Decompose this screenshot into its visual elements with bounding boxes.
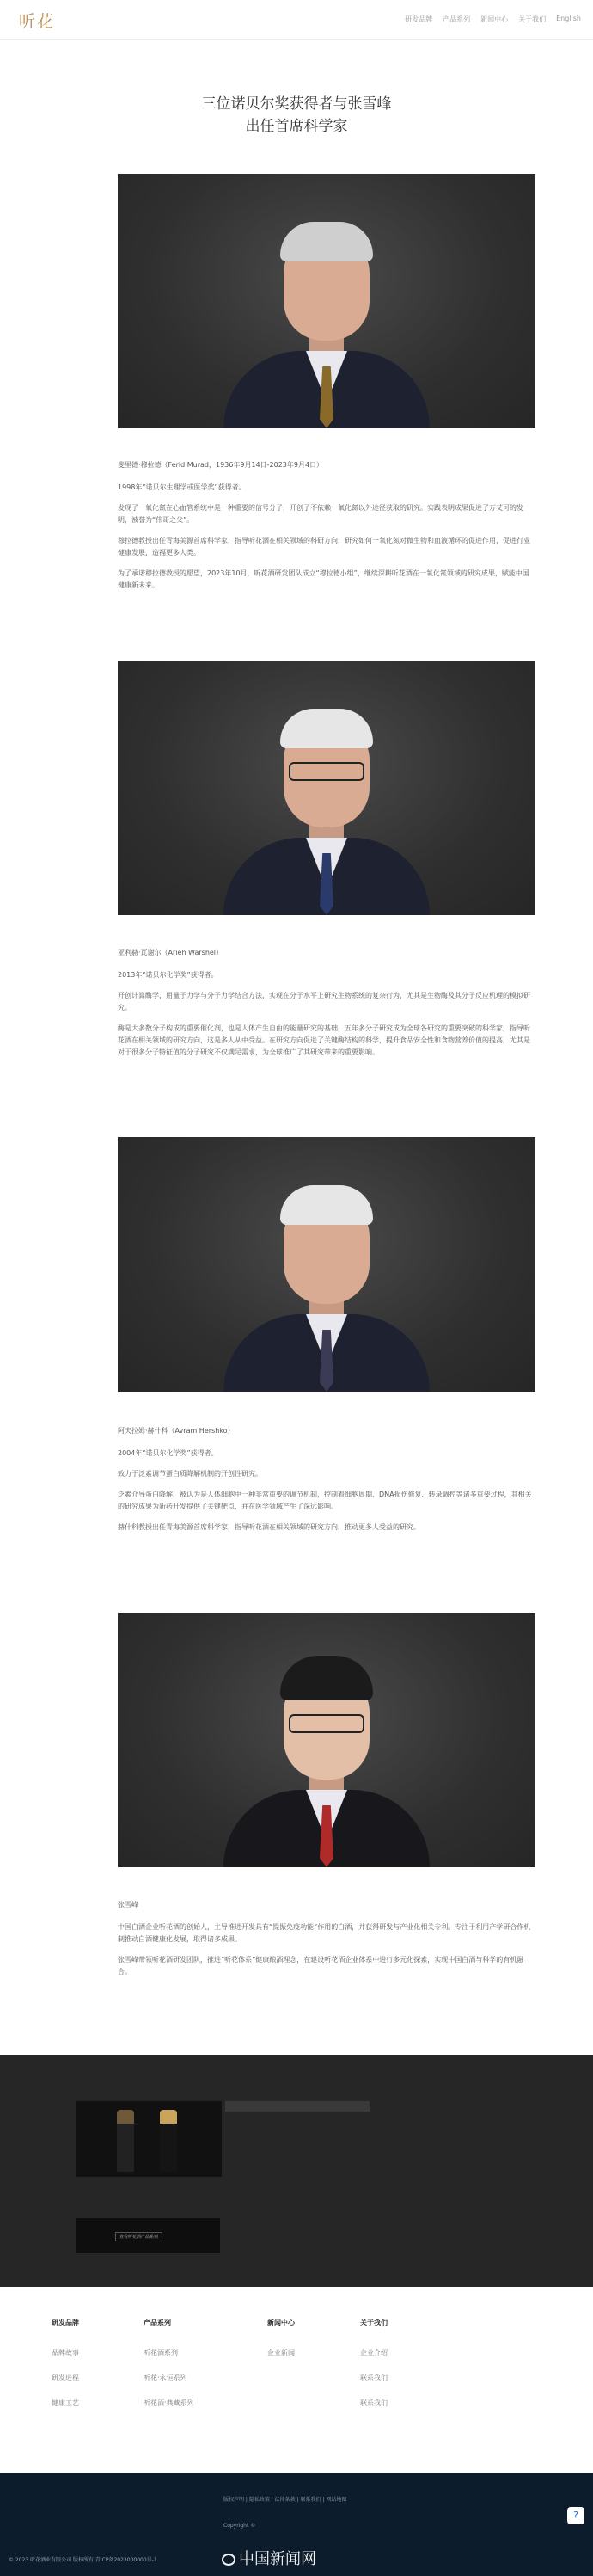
bio-ferid-murad: [118, 459, 535, 600]
bio-name: 斐里德·穆拉德（Ferid Murad，1936年9月14日-2023年9月4日）: [118, 461, 324, 469]
title-line-1: 三位诺贝尔奖获得者与张雪峰: [201, 95, 392, 113]
bio-paragraph: 中国白酒企业听花酒的创始人，主导推进开发具有“提振免疫功能”作用的白酒，并获得研发与产业化相关专利。专注于利用产学研合作机制推动白酒健康化发展，取得诸多成果。: [118, 1923, 531, 1943]
product-image-secondary[interactable]: [225, 2101, 370, 2112]
source-watermark: [222, 2547, 316, 2569]
bottle-icon: [160, 2110, 177, 2172]
title-line-2: 出任首席科学家: [245, 118, 348, 135]
portrait-figure: [223, 1635, 430, 1867]
bio-paragraph: 2004年“诺贝尔化学奖”获得者。: [118, 1449, 218, 1457]
bio-arieh-warshel: [118, 947, 535, 1067]
portrait-ferid-murad: [118, 174, 535, 428]
footer-col-products: [144, 2318, 194, 2423]
bio-paragraph: 为了承诺穆拉德教授的愿望，2023年10月，听花酒研发团队成立“穆拉德小组”，继续深耕听花酒在一氧化氮领域的研究成果，赋能中国健康新未来。: [118, 569, 529, 589]
footer-col-brand: [52, 2318, 79, 2423]
legal-links[interactable]: 版权声明 | 隐私政策 | 法律条款 | 联系我们 | 网站地图: [223, 2497, 347, 2503]
bio-paragraph: 张雪峰带领听花酒研发团队，推进“听花体系”健康酿酒理念，在建设听花酒企业体系中进行多元化探索，实现中国白酒与科学的有机融合。: [118, 1956, 524, 1976]
help-icon[interactable]: ?: [567, 2507, 584, 2524]
footer-col-about: [360, 2318, 388, 2423]
portrait-zhang-xuefeng: [118, 1613, 535, 1867]
article-title: [0, 93, 593, 138]
product-showcase: [0, 2055, 593, 2287]
footer-col-title: 研发品牌: [52, 2319, 79, 2327]
footer-link[interactable]: 研发进程: [52, 2374, 79, 2382]
portrait-figure: [223, 683, 430, 915]
bio-avram-hershko: [118, 1425, 535, 1542]
bio-name: 亚利赫·瓦谢尔（Arieh Warshel）: [118, 949, 223, 956]
bio-zhang-xuefeng: [118, 1899, 535, 1987]
icp-line: © 2023 听花酒业有限公司 版权所有 青ICP备2023000000号-1: [9, 2557, 157, 2563]
footer-col-news: [267, 2318, 295, 2373]
bio-paragraph: 发现了一氧化氮在心血管系统中是一种重要的信号分子，开创了不依赖一氧化氮以外途径获取的研究。实践表明成果促进了万艾可的发明，被誉为“伟哥之父”。: [118, 504, 523, 524]
footer-link[interactable]: 品牌故事: [52, 2349, 79, 2357]
portrait-arieh-warshel: [118, 661, 535, 915]
portrait-figure: [223, 196, 430, 428]
bio-paragraph: 致力于泛素调节蛋白质降解机制的开创性研究。: [118, 1470, 262, 1478]
watermark-text: 中国新闻网: [239, 2550, 316, 2568]
bio-paragraph: 2013年“诺贝尔化学奖”获得者。: [118, 971, 218, 979]
bio-paragraph: 赫什科教授出任青海美源首席科学家，指导听花酒在相关领域的研究方向，推动更多人受益的研究。: [118, 1523, 420, 1531]
footer-link[interactable]: 企业新闻: [267, 2349, 295, 2357]
footer-link[interactable]: 听花酒系列: [144, 2349, 178, 2357]
bio-paragraph: 1998年“诺贝尔生理学或医学奖”获得者。: [118, 483, 246, 491]
bio-paragraph: 泛素介导蛋白降解，被认为是人体细胞中一种非常重要的调节机制，控制着细胞周期、DNA损伤修复、转录调控等诸多重要过程，其相关的研究成果为新药开发提供了关键靶点，并在医学领域产生了深远影响。: [118, 1491, 532, 1510]
portrait-avram-hershko: [118, 1137, 535, 1392]
footer-col-title: 新闻中心: [267, 2319, 295, 2327]
site-bottom-bar: [0, 2473, 593, 2576]
bio-paragraph: 酶是大多数分子构成的重要催化剂，也是人体产生自由的能量研究的基础，五年多分子研究成为全球各研究的重要突破的科学家，指导听花酒在相关领域的研究方向，这是多人从中受益。在研究方向促进了关键酶结构的科学，提升食品安全性和食物营养价值的提高，尤其是对于很多分子特征值的分子研究不仅满足需求，为全球推广了其研究带来的重要影响。: [118, 1024, 530, 1056]
site-header: [0, 0, 593, 40]
nav-item-brand[interactable]: 研发品牌: [405, 15, 433, 23]
footer-link[interactable]: 联系我们: [360, 2374, 388, 2382]
footer-col-title: 关于我们: [360, 2319, 388, 2327]
bio-name: 张雪峰: [118, 1901, 138, 1909]
nav-item-about[interactable]: 关于我们: [518, 15, 547, 23]
footer-link[interactable]: 企业介绍: [360, 2349, 388, 2357]
footer-link[interactable]: 健康工艺: [52, 2399, 79, 2407]
product-image[interactable]: [76, 2101, 222, 2177]
product-banner: [76, 2218, 220, 2253]
view-products-button[interactable]: 查看听花酒产品系列: [115, 2232, 162, 2241]
nav-item-products[interactable]: 产品系列: [443, 15, 471, 23]
weibo-icon: [222, 2554, 235, 2566]
bottle-icon: [117, 2110, 134, 2172]
bio-name: 阿夫拉姆·赫什科（Avram Hershko）: [118, 1427, 235, 1435]
nav-item-english[interactable]: English: [556, 15, 581, 22]
bio-paragraph: 开创计算酶学，用量子力学与分子力学结合方法，实现在分子水平上研究生物系统的复杂行为，尤其是生物酶及其分子反应机理的模拟研究。: [118, 992, 530, 1011]
main-nav: [405, 15, 581, 24]
portrait-figure: [223, 1159, 430, 1392]
footer-link[interactable]: 联系我们: [360, 2399, 388, 2407]
brand-logo[interactable]: 听花: [19, 12, 56, 31]
footer-link[interactable]: 听花·永恒系列: [144, 2374, 187, 2382]
copyright-line: Copyright ©: [223, 2523, 256, 2529]
nav-item-news[interactable]: 新闻中心: [480, 15, 509, 23]
footer-col-title: 产品系列: [144, 2319, 171, 2327]
footer-link[interactable]: 听花酒·典藏系列: [144, 2399, 194, 2407]
footer-links: [0, 2288, 593, 2473]
bio-paragraph: 穆拉德教授出任青海美源首席科学家，指导听花酒在相关领域的科研方向，研究如何一氧化氮对微生物和血液循环的促进作用，促进行业健康发展，造福更多人类。: [118, 537, 530, 556]
